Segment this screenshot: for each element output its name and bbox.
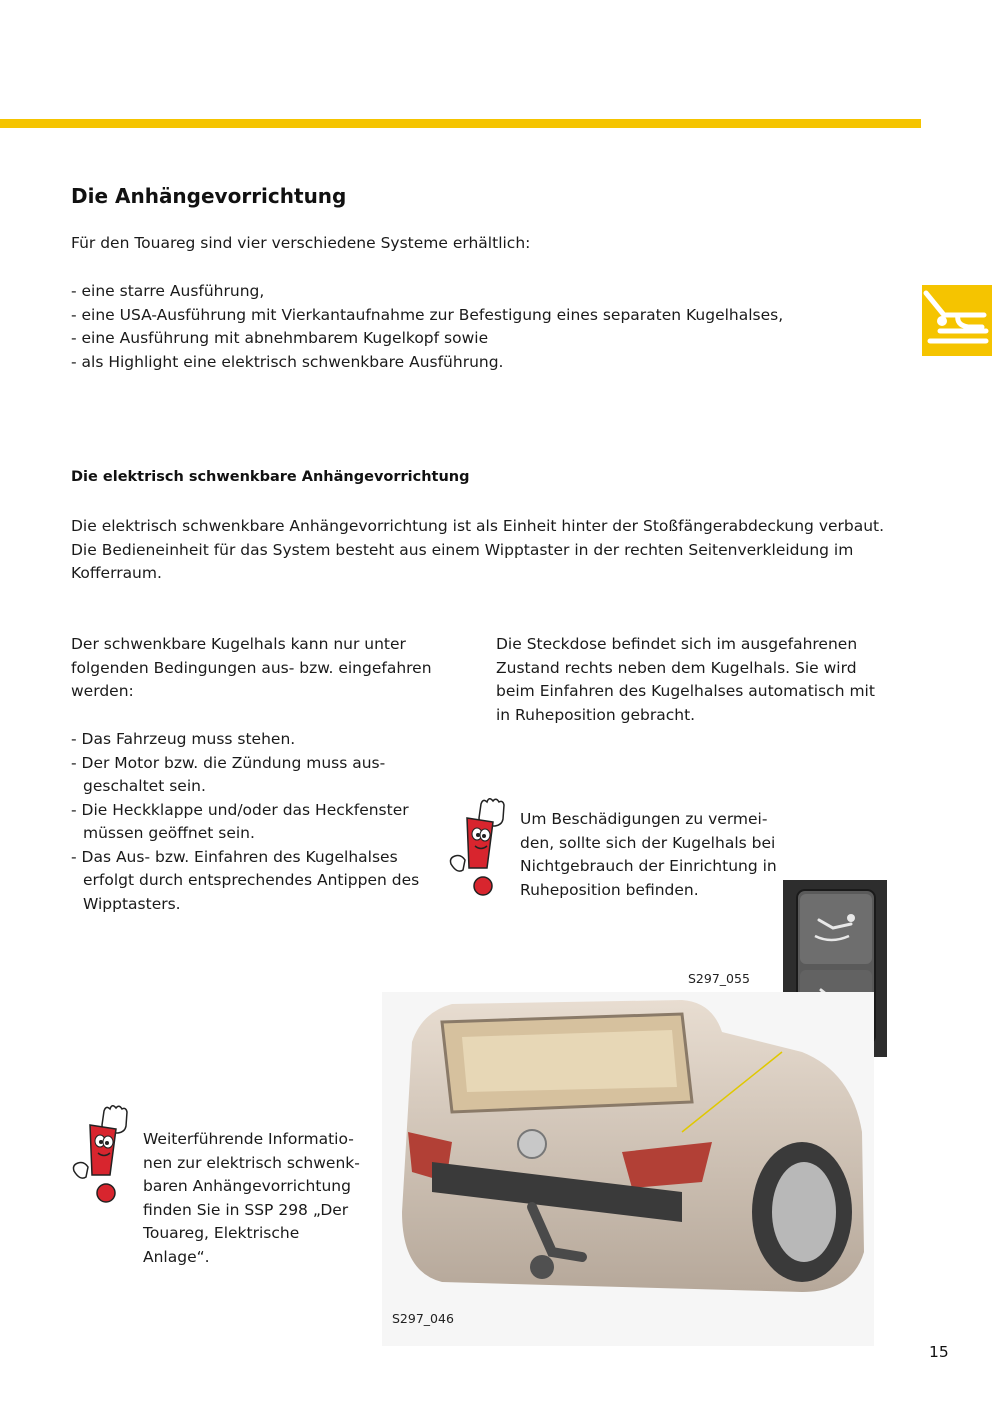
list-item: - Das Aus- bzw. Einfahren des Kugelhalses erfolgt durch entsprechendes Antippen des Wipptasters. [71,847,420,913]
list-item: - als Highlight eine elektrisch schwenkbare Ausführung. [71,352,504,371]
trailer-hitch-icon [922,285,992,356]
switch-figure-caption: S297_055 [688,971,750,986]
warning-note: Um Beschädigungen zu vermei-den, sollte sich der Kugelhals bei Nichtgebrauch der Einrichtung in Ruheposition befinden. [520,810,777,899]
list-item: - eine starre Ausführung, [71,282,265,300]
intro-text: Für den Touareg sind vier verschiedene Systeme erhältlich: [71,234,531,252]
exclamation-mascot-icon [70,1105,142,1207]
list-item: - eine Ausführung mit abnehmbarem Kugelkopf sowie [71,329,489,347]
car-rear-photo [382,992,874,1346]
socket-paragraph: Die Steckdose befindet sich im ausgefahrenen Zustand rechts neben dem Kugelhals. Sie wird beim Einfahren des Kugelhalses automatisch mit in Ruheposition gebracht. [496,635,875,724]
list-item: - Die Heckklappe und/oder das Heckfenster müssen geöffnet sein. [71,800,409,842]
list-item: - Der Motor bzw. die Zündung muss aus-geschaltet sein. [71,753,386,795]
reference-note: Weiterführende Informatio-nen zur elektrisch schwenk-baren Anhängevorrichtung finden Sie in SSP 298 „Der Touareg, Elektrische Anlage“. [143,1130,360,1266]
subsection-paragraph: Die elektrisch schwenkbare Anhängevorrichtung ist als Einheit hinter der Stoßfängerabdeckung verbaut. Die Bedieneinheit für das System besteht aus einem Wipptaster in der rechten Seitenverkleidung im Kofferraum. [71,517,885,582]
list-item: - eine USA-Ausführung mit Vierkantaufnahme zur Befestigung eines separaten Kugelhalses, [71,305,784,324]
car-figure-caption: S297_046 [392,1311,454,1326]
systems-list [71,280,783,374]
conditions-intro: Der schwenkbare Kugelhals kann nur unter folgenden Bedingungen aus- bzw. eingefahren werden: [71,635,432,700]
exclamation-mascot-icon [447,798,519,900]
page-number: 15 [929,1343,949,1361]
page-title: Die Anhängevorrichtung [71,184,347,208]
list-item: - Das Fahrzeug muss stehen. [71,730,296,748]
header-accent-bar [0,119,921,128]
subsection-title: Die elektrisch schwenkbare Anhängevorrichtung [71,469,470,485]
conditions-list [71,728,431,916]
